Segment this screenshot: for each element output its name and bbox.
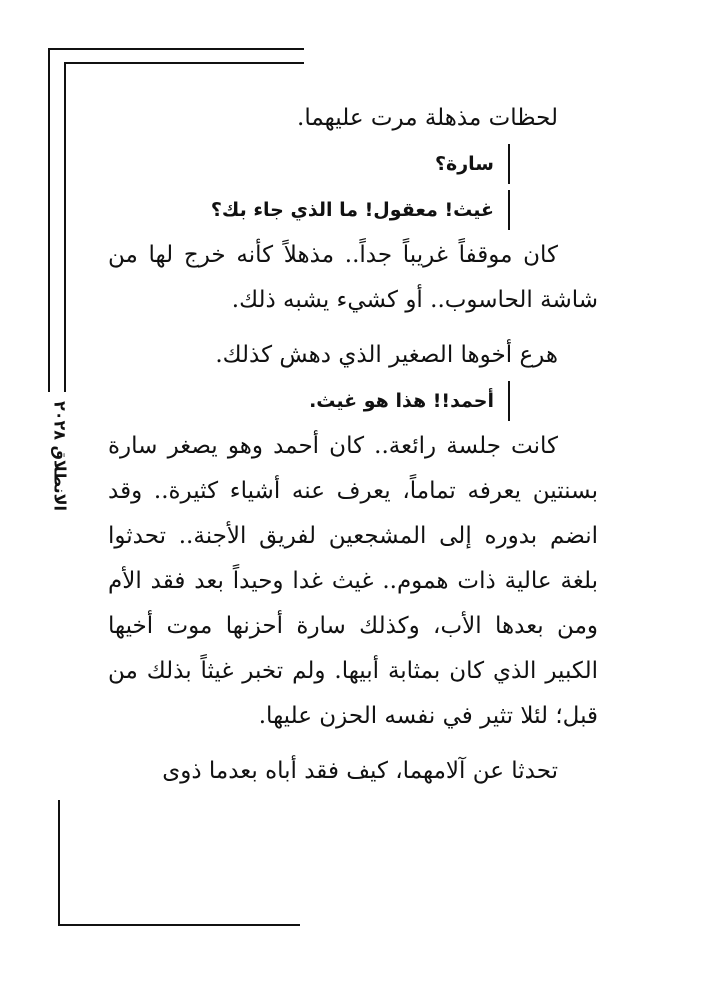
dialogue-bar <box>508 381 510 421</box>
paragraph-3: هرع أخوها الصغير الذي دهش كذلك. <box>215 342 558 368</box>
dialogue-bar <box>508 144 510 184</box>
dialogue-text: غيث! معقول! ما الذي جاء بك؟ <box>210 199 494 221</box>
paragraph-5: تحدثا عن آلامهما، كيف فقد أباه بعدما ذوى <box>162 758 558 784</box>
paragraph-1: لحظات مذهلة مرت عليهما. <box>297 105 558 131</box>
running-header-text: الانطلاق ٢٠٢٨ <box>50 400 70 512</box>
frame-top-inner-line <box>64 62 304 64</box>
dialogue-line-2 <box>108 187 510 233</box>
body-text <box>108 96 598 794</box>
frame-bottom-line <box>58 924 300 926</box>
dialogue-line-1 <box>108 141 510 187</box>
frame-top-outer-line <box>48 48 304 50</box>
dialogue-text: أحمد!! هذا هو غيث. <box>309 390 494 412</box>
frame-left-lower-line <box>58 800 60 926</box>
paragraph-2: كان موقفاً غريباً جداً.. مذهلاً كأنه خرج لها من شاشة الحاسوب.. أو كشيء يشبه ذلك. <box>108 242 598 313</box>
paragraph-4: كانت جلسة رائعة.. كان أحمد وهو يصغر سارة بسنتين يعرفه تماماً، يعرف عنه أشياء كثيرة.. وقد انضم بدوره إلى المشجعين لفريق الأجنة.. تحدثوا بلغة عالية ذات هموم.. غيث غدا وحيداً بعد فقد الأم ومن بعدها الأب، وكذلك سارة أحزنها موت أخيها الكبير الذي كان بمثابة أبيها. ولم تخبر غيثاً بذلك من قبل؛ لئلا تثير في نفسه الحزن عليها. <box>108 433 598 729</box>
frame-left-outer-line <box>48 48 50 392</box>
dialogue-bar <box>508 190 510 230</box>
frame-left-inner-line <box>64 62 66 392</box>
dialogue-line-3 <box>108 378 510 424</box>
running-header <box>44 396 76 516</box>
dialogue-text: سارة؟ <box>435 153 494 175</box>
